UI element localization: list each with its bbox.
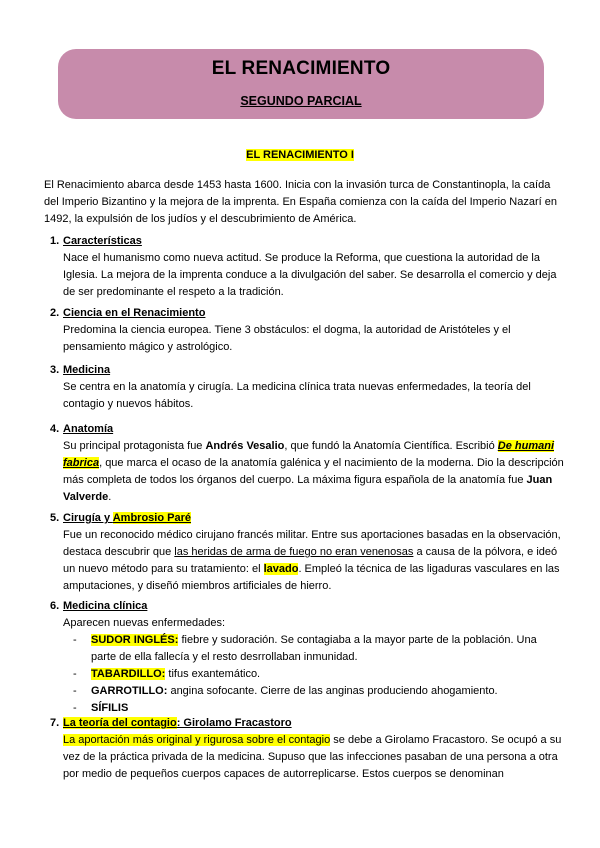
text-run: Su principal protagonista fue [63, 440, 206, 452]
item-number: 5. [50, 512, 60, 524]
text-run: . Empleó la técnica de las ligaduras vasculares en las amputaciones, y diseñó miembros artificiales de hierro. [63, 563, 560, 592]
pare-name: Ambrosio Paré [112, 512, 191, 524]
disease-name: SÍFILIS [91, 702, 129, 714]
item-heading [63, 715, 564, 732]
item-body [63, 732, 564, 783]
item-number: 3. [50, 364, 60, 376]
section-heading [0, 149, 600, 161]
item-heading: Medicina clínica [63, 600, 148, 612]
valverde-name: Juan Valverde [63, 474, 553, 503]
item-body [63, 438, 564, 506]
section-heading-text: EL RENACIMIENTO I [246, 149, 354, 161]
list-item-cirugia [44, 510, 564, 595]
item-heading: Anatomía [63, 423, 114, 435]
lavado-term: lavado [263, 563, 299, 575]
disease-desc: angina sofocante. Cierre de las anginas produciendo ahogamiento. [167, 685, 498, 697]
heading-highlight: La teoría del contagio [63, 717, 177, 729]
text-run: se debe a Girolamo Fracastoro. Se ocupó a su vez de la práctica privada de la medicina. Supuso que las infecciones pasaban de una persona a otra por medio de pequeños cuerpos capaces de autorreplicarse. Estos cuerpos se denominan [63, 734, 562, 780]
list-item-ciencia [44, 305, 564, 356]
item-heading: Ciencia en el Renacimiento [63, 307, 206, 319]
item-heading: Medicina [63, 364, 111, 376]
book-title: De humani fabrica [63, 440, 554, 469]
text-run: Fue un reconocido médico cirujano francés militar. Entre sus aportaciones basadas en la observación, destaca descubrir que [63, 529, 561, 558]
list-item [63, 666, 564, 683]
list-item-contagio [44, 715, 564, 783]
item-body: Predomina la ciencia europea. Tiene 3 obstáculos: el dogma, la autoridad de Aristóteles y el pensamiento mágico y astrológico. [63, 324, 511, 353]
text-run: , que marca el ocaso de la anatomía galénica y el nacimiento de la moderna. Dio la descripción más completa de todos los órganos del cuerpo. La máxima figura española de la anatomía fue [63, 457, 564, 486]
item-number: 6. [50, 600, 60, 612]
highlighted-phrase: La aportación más original y rigurosa sobre el contagio [63, 734, 331, 746]
disease-desc: fiebre y sudoración. Se contagiaba a la mayor parte de la población. Una parte de ella fallecía y el resto desrrollaban inmunidad. [91, 634, 537, 663]
disease-name: SUDOR INGLÉS: [91, 634, 179, 646]
item-number: 7. [50, 717, 60, 729]
list-item-caracteristicas [44, 233, 564, 301]
heading-text: : Girolamo Fracastoro [176, 717, 292, 729]
text-run: , que fundó la Anatomía Científica. Escribió [284, 440, 498, 452]
list-item [63, 683, 564, 700]
item-number: 1. [50, 235, 60, 247]
item-heading [63, 510, 564, 527]
disease-desc: tifus exantemático. [165, 668, 261, 680]
item-body: Nace el humanismo como nueva actitud. Se produce la Reforma, que cuestiona la autoridad de la Iglesia. La mejora de la imprenta conduce a la divulgación del saber. Se desarrolla el comercio y deja de ser predominante el respeto a la tradición. [63, 252, 557, 298]
item-body: Se centra en la anatomía y cirugía. La medicina clínica trata nuevas enfermedades, la teoría del contagio y nuevos hábitos. [63, 381, 531, 410]
item-body [63, 527, 564, 595]
disease-name: TABARDILLO: [91, 668, 166, 680]
document-subtitle: SEGUNDO PARCIAL [240, 94, 362, 108]
list-item [63, 632, 564, 666]
text-run: a causa de la pólvora, e ideó un nuevo método para su tratamiento: el [63, 546, 558, 575]
vesalio-name: Andrés Vesalio [205, 440, 285, 452]
underlined-finding: las heridas de arma de fuego no eran venenosas [174, 546, 414, 558]
heading-text: Cirugía y [63, 512, 113, 524]
item-number: 2. [50, 307, 60, 319]
intro-paragraph: El Renacimiento abarca desde 1453 hasta 1600. Inicia con la invasión turca de Constantinopla, la caída del Imperio Bizantino y la mejora de la imprenta. En España comienza con la caída del Imperio Nazarí en 1492, la expulsión de los judíos y el descubrimiento de América. [44, 179, 557, 225]
list-item-medicina [44, 362, 564, 413]
disease-name: GARROTILLO: [91, 685, 168, 697]
title-banner [58, 49, 544, 119]
list-item-anatomia [44, 421, 564, 506]
item-number: 4. [50, 423, 60, 435]
item-heading: Características [63, 235, 142, 247]
document-title: EL RENACIMIENTO [211, 58, 391, 79]
item-body: Aparecen nuevas enfermedades: [63, 617, 226, 629]
list-item-medicina-clinica [44, 598, 564, 717]
text-run: . [108, 491, 112, 503]
disease-list [63, 632, 564, 717]
